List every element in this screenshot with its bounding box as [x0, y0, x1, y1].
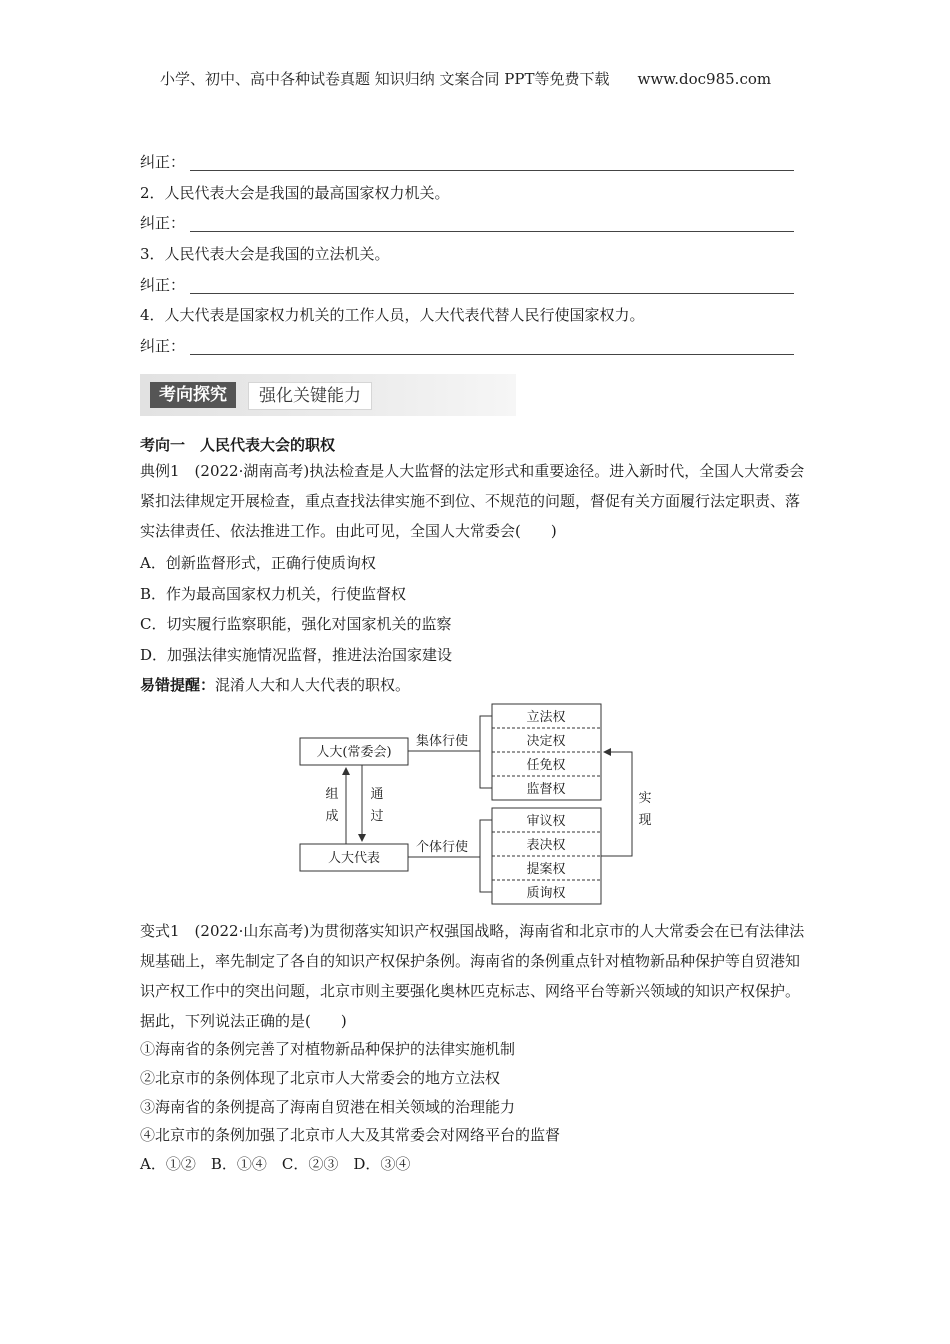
through-char-2: 过 [370, 809, 384, 824]
banner-subtitle: 强化关键能力 [248, 382, 372, 410]
power-legislative: 立法权 [526, 710, 566, 725]
error-tip-label: 易错提醒： [140, 676, 216, 694]
power-supervision: 监督权 [526, 782, 566, 797]
header-text: 小学、初中、高中各种试卷真题 知识归纳 文案合同 PPT等免费下载 [160, 70, 610, 88]
variant1-choices: A．①② B．①④ C．②③ D．③④ [140, 1155, 411, 1173]
deputy-label: 人大代表 [327, 851, 381, 866]
collective-label: 集体行使 [415, 734, 469, 749]
npc-bracket [480, 716, 492, 788]
statement-2: 2．人民代表大会是我国的最高国家权力机关。 [140, 184, 450, 202]
deputy-bracket [480, 820, 492, 892]
compose-char-1: 组 [325, 787, 339, 802]
example1-option-b: B．作为最高国家权力机关，行使监督权 [140, 585, 407, 603]
statement-4: 4．人大代表是国家权力机关的工作人员，人大代表代替人民行使国家权力。 [140, 306, 645, 324]
variant1-item-1: ①海南省的条例完善了对植物新品种保护的法律实施机制 [140, 1040, 516, 1058]
power-proposal: 提案权 [526, 862, 566, 877]
variant1-item-4: ④北京市的条例加强了北京市人大及其常委会对网络平台的监督 [140, 1126, 561, 1144]
correction-label: 纠正： [140, 337, 186, 355]
section-title: 考向一 人民代表大会的职权 [140, 436, 336, 454]
correction-label: 纠正： [140, 214, 186, 232]
npc-label: 人大(常委会) [316, 745, 392, 760]
power-deliberation: 审议权 [526, 814, 566, 829]
power-appointment: 任免权 [526, 758, 566, 773]
variant1-item-2: ②北京市的条例体现了北京市人大常委会的地方立法权 [140, 1069, 501, 1087]
example1-option-d: D．加强法律实施情况监督，推进法治国家建设 [140, 646, 453, 664]
example1-option-c: C．切实履行监察职能，强化对国家机关的监察 [140, 615, 452, 633]
realize-arrow [601, 752, 632, 856]
variant1-item-3: ③海南省的条例提高了海南自贸港在相关领域的治理能力 [140, 1098, 516, 1116]
header-site-link[interactable]: www.doc985.com [637, 70, 772, 88]
example1-option-a: A．创新监督形式，正确行使质询权 [140, 554, 376, 572]
power-voting: 表决权 [526, 838, 566, 853]
example1-stem: 典例1 (2022·湖南高考)执法检查是人大监督的法定形式和重要途径。进入新时代，全国人大常委会紧扣法律规定开展检查，重点查找法律实施不到位、不规范的问题，督促有关方面履行法定职责、落实法律责任、依法推进工作。由此可见，全国人大常委会( ) [140, 462, 805, 540]
banner-tag: 考向探究 [150, 382, 236, 408]
compose-char-2: 成 [325, 809, 339, 824]
realize-char-1: 实 [638, 791, 652, 806]
correction-label: 纠正： [140, 153, 186, 171]
statement-3: 3．人民代表大会是我国的立法机关。 [140, 245, 390, 263]
realize-char-2: 现 [638, 813, 652, 828]
through-char-1: 通 [370, 787, 384, 802]
variant1-stem: 变式1 (2022·山东高考)为贯彻落实知识产权强国战略，海南省和北京市的人大常委会在已有法律法规基础上，率先制定了各自的知识产权保护条例。海南省的条例重点针对植物新品种保护等自贸港知识产权工作中的突出问题，北京市则主要强化奥林匹克标志、网络平台等新兴领域的知识产权保护。据此，下列说法正确的是( ) [140, 922, 805, 1030]
individual-label: 个体行使 [415, 840, 469, 855]
power-inquiry: 质询权 [526, 886, 566, 901]
correction-label: 纠正： [140, 276, 186, 294]
power-decision: 决定权 [526, 734, 566, 749]
error-tip-text: 混淆人大和人大代表的职权。 [215, 676, 411, 694]
